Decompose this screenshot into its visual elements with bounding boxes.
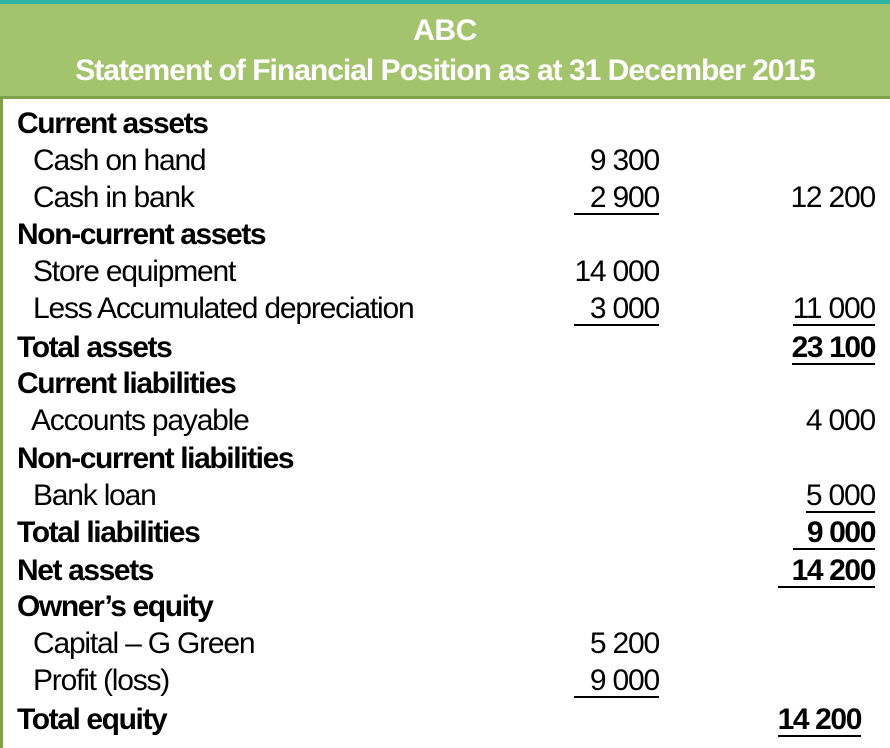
amount-col2-wrap	[793, 514, 875, 551]
line-item-label: Accounts payable	[31, 404, 249, 437]
row-profit-loss	[3, 662, 890, 699]
amount-col1: 3 000	[574, 294, 659, 326]
row-current-assets	[3, 105, 890, 142]
row-cash-in-bank	[3, 179, 890, 216]
amount-col1: 2 900	[574, 183, 659, 215]
row-store-equipment	[3, 253, 890, 290]
row-non-current-assets	[3, 216, 890, 253]
amount-col2-wrap	[793, 290, 875, 327]
amount-col2-wrap	[778, 552, 875, 589]
amount-col2-wrap	[792, 329, 875, 366]
amount-col1: 9 000	[574, 666, 659, 698]
statement-body	[0, 99, 890, 748]
amount-col2: 11 000	[792, 292, 875, 325]
row-total-liabilities	[3, 514, 890, 551]
amount-col2-wrap	[778, 701, 861, 738]
company-title: ABC	[413, 14, 477, 47]
amount-col1: 5 200	[589, 627, 659, 660]
total-label: Net assets	[17, 554, 154, 587]
row-total-equity	[3, 701, 890, 738]
total-label: Total assets	[17, 331, 172, 364]
line-item-label: Capital – G Green	[33, 627, 255, 660]
line-item-label: Profit (loss)	[33, 664, 170, 697]
row-less-accumulated-depreciation	[3, 290, 890, 327]
section-heading: Owner’s equity	[17, 590, 213, 623]
amount-col2: 5 000	[805, 479, 875, 512]
section-heading: Non-current liabilities	[17, 442, 294, 475]
amount-col2: 9 000	[793, 518, 875, 550]
total-label: Total equity	[17, 703, 167, 736]
amount-col2: 23 100	[791, 331, 875, 364]
amount-col2: 12 200	[790, 181, 875, 214]
statement-header	[0, 4, 890, 99]
amount-col2: 4 000	[805, 404, 875, 437]
line-item-label: Bank loan	[33, 479, 156, 512]
section-heading: Current liabilities	[17, 367, 236, 400]
row-current-liabilities	[3, 365, 890, 402]
row-bank-loan	[3, 477, 890, 514]
amount-col1-wrap	[574, 662, 659, 699]
amount-col1: 14 000	[574, 255, 659, 288]
line-item-label: Cash on hand	[33, 144, 206, 177]
section-heading: Current assets	[17, 107, 208, 140]
amount-col2: 14 200	[778, 556, 875, 588]
line-item-label: Store equipment	[33, 255, 236, 288]
row-cash-on-hand	[3, 142, 890, 179]
amount-col1: 9 300	[589, 144, 659, 177]
row-accounts-payable	[3, 402, 890, 439]
amount-col1-wrap	[574, 179, 659, 216]
statement-subtitle: Statement of Financial Position as at 31 December 2015	[75, 54, 815, 87]
row-owners-equity	[3, 588, 890, 625]
row-capital	[3, 625, 890, 662]
amount-col2: 14 200	[777, 703, 861, 736]
amount-col2-wrap	[806, 477, 875, 514]
row-net-assets	[3, 552, 890, 589]
section-heading: Non-current assets	[17, 218, 266, 251]
line-item-label: Cash in bank	[33, 181, 194, 214]
amount-col1-wrap	[574, 290, 659, 327]
row-non-current-liabilities	[3, 440, 890, 477]
line-item-label: Less Accumulated depreciation	[33, 292, 414, 325]
total-label: Total liabilities	[17, 516, 200, 549]
row-total-assets	[3, 329, 890, 366]
